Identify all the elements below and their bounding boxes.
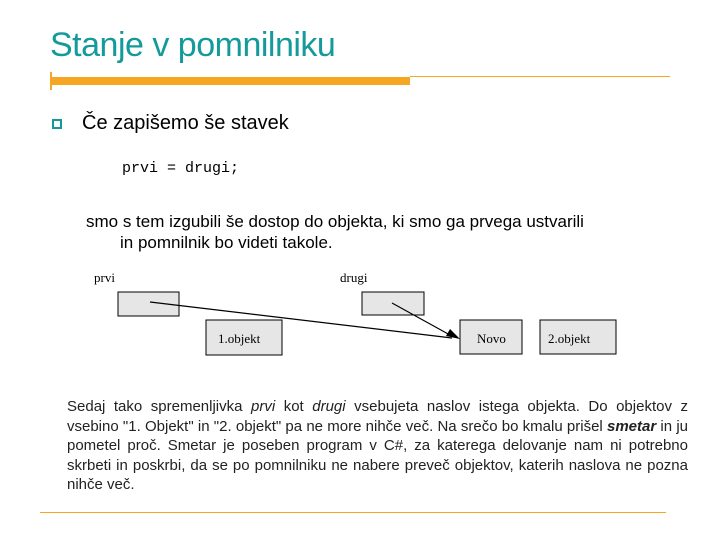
prvi-label: prvi (94, 270, 115, 285)
footer-rule (40, 512, 666, 513)
paragraph-intro-line1: smo s tem izgubili še dostop do objekta, ki smo ga prvega ustvarili (86, 212, 584, 231)
code-statement: prvi = drugi; (122, 160, 240, 177)
explanation-text-2: kot (275, 398, 313, 415)
explanation-text-4: in ju pometel proč. Smetar je poseben program v C#, za katerega delovanje nam ni potrebno skrbeti in poskrbi, da se po pomnilniku ne nabere preveč objektov, katerih naslova ne pozna nihče več. (67, 417, 689, 493)
explanation-emphasis-prvi: prvi (251, 398, 276, 415)
object-2-label: 2.objekt (548, 331, 591, 346)
explanation-text-1: Sedaj tako spremenljivka (67, 398, 251, 415)
explanation-emphasis-smetar: smetar (607, 417, 657, 435)
object-1-label: 1.objekt (218, 331, 261, 346)
slide-title: Stanje v pomnilniku (50, 26, 336, 64)
novo-label: Novo (477, 331, 506, 346)
paragraph-intro-line2: in pomnilnik bo videti takole. (120, 233, 333, 252)
bullet-text: Če zapišemo še stavek (82, 112, 289, 134)
paragraph-explanation (67, 397, 688, 495)
drugi-label: drugi (340, 270, 368, 285)
explanation-emphasis-drugi: drugi (312, 398, 346, 415)
explanation-text-3: vsebujeta naslov istega objekta. Do objektov z vsebino "1. Objekt" in "2. objekt" pa ne more nihče več. Na srečo bo kmalu prišel (67, 398, 688, 435)
